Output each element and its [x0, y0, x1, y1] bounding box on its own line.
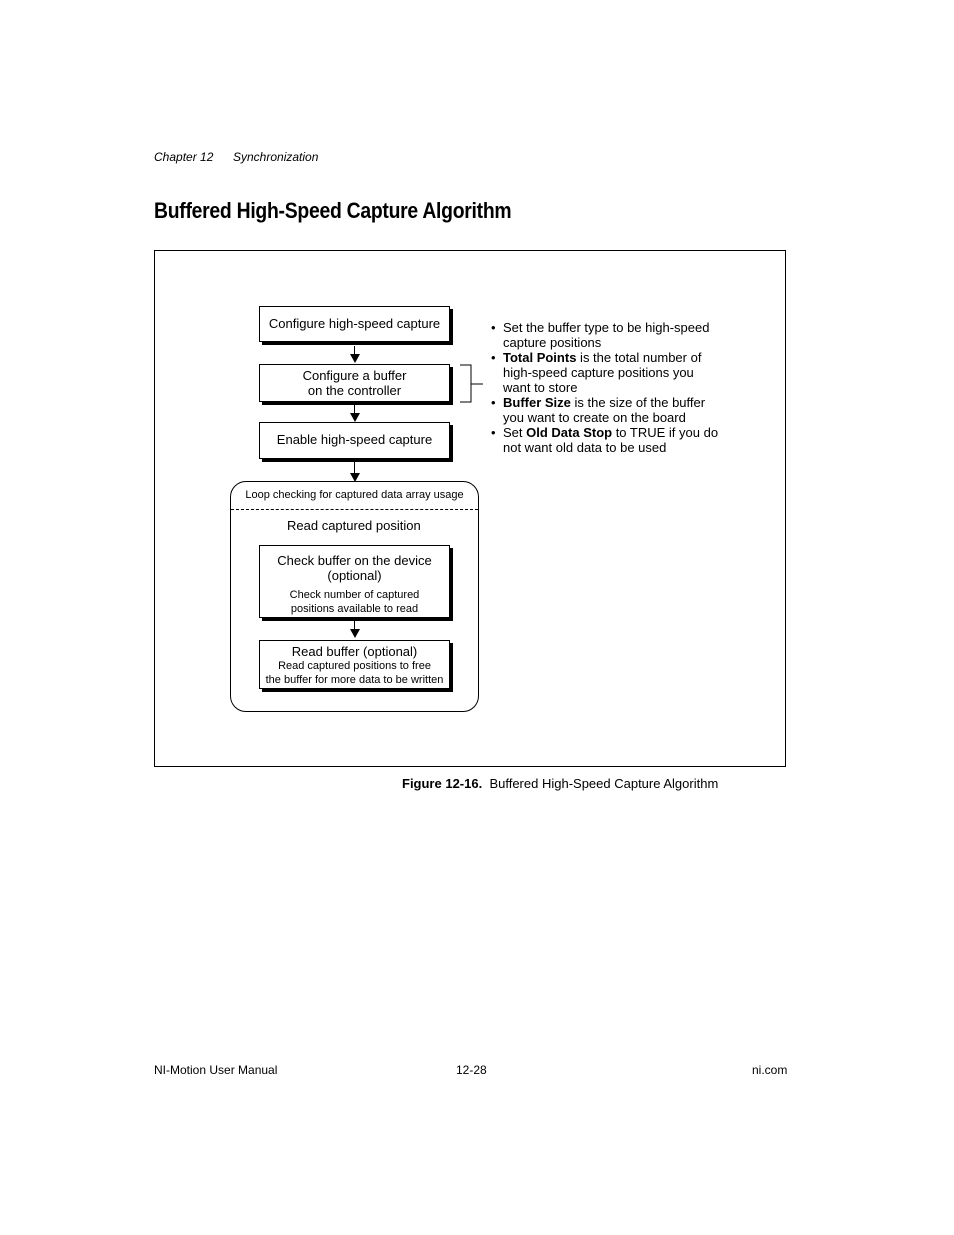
note-text: to TRUE if you do: [612, 425, 719, 440]
note-term: Old Data Stop: [526, 425, 613, 440]
section-label: Synchronization: [233, 150, 319, 164]
bracket-connector: [455, 364, 485, 404]
note-buffer-type: [491, 320, 731, 350]
step-enable-capture: [259, 422, 450, 459]
chapter-label: Chapter 12: [154, 150, 214, 164]
step-enable-capture-label: Enable high-speed capture: [276, 432, 433, 447]
loop-label: Loop checking for captured data array usage: [245, 489, 464, 501]
step-check-buffer: [259, 545, 450, 618]
step-configure-capture: [259, 306, 450, 342]
caption-label: Figure 12-16.: [402, 776, 483, 791]
check-title-line2: (optional): [327, 568, 382, 583]
bullet-icon: •: [491, 320, 496, 335]
footer-page-number: 12-28: [456, 1063, 487, 1077]
note-line: Set the buffer type to be high-speed: [503, 320, 710, 335]
note-line: you want to create on the board: [503, 410, 686, 425]
note-total-points: [491, 350, 731, 395]
note-line: want to store: [503, 380, 578, 395]
footer-website-link[interactable]: ni.com: [752, 1063, 788, 1077]
page-title: Buffered High-Speed Capture Algorithm: [154, 198, 512, 223]
note-line: capture positions: [503, 335, 602, 350]
step-configure-buffer-line1: Configure a buffer: [302, 368, 407, 383]
read-desc-line1: Read captured positions to free: [278, 660, 431, 672]
figure-frame: [154, 250, 786, 767]
bullet-icon: •: [491, 425, 496, 440]
note-term: Buffer Size: [503, 395, 571, 410]
note-buffer-size: [491, 395, 731, 425]
note-text: is the size of the buffer: [570, 395, 706, 410]
note-line: not want old data to be used: [503, 440, 667, 455]
note-old-data-stop: [491, 425, 731, 455]
arrow-down-icon: [350, 354, 360, 363]
step-configure-capture-label: Configure high-speed capture: [268, 316, 441, 331]
read-position-label: Read captured position: [287, 518, 421, 533]
loop-container: [230, 481, 479, 712]
footer-manual-title: NI-Motion User Manual: [154, 1063, 278, 1077]
read-title: Read buffer (optional): [291, 644, 418, 659]
caption-text: Buffered High-Speed Capture Algorithm: [489, 776, 719, 791]
step-configure-buffer-line2: on the controller: [307, 383, 402, 398]
configuration-notes: [491, 320, 731, 455]
arrow-down-icon: [350, 413, 360, 422]
note-line: high-speed capture positions you: [503, 365, 694, 380]
step-configure-buffer: [259, 364, 450, 402]
arrow-down-icon: [350, 629, 360, 638]
note-term: Total Points: [503, 350, 577, 365]
note-text: is the total number of: [576, 350, 702, 365]
check-desc-line1: Check number of captured: [289, 589, 420, 601]
bullet-icon: •: [491, 395, 496, 410]
figure-caption: [402, 776, 718, 791]
loop-divider: [231, 509, 478, 510]
check-desc-line2: positions available to read: [290, 603, 419, 615]
read-desc-line2: the buffer for more data to be written: [265, 674, 444, 686]
step-read-buffer: [259, 640, 450, 689]
note-text: Set: [503, 425, 527, 440]
check-title-line1: Check buffer on the device: [277, 553, 432, 568]
bullet-icon: •: [491, 350, 496, 365]
